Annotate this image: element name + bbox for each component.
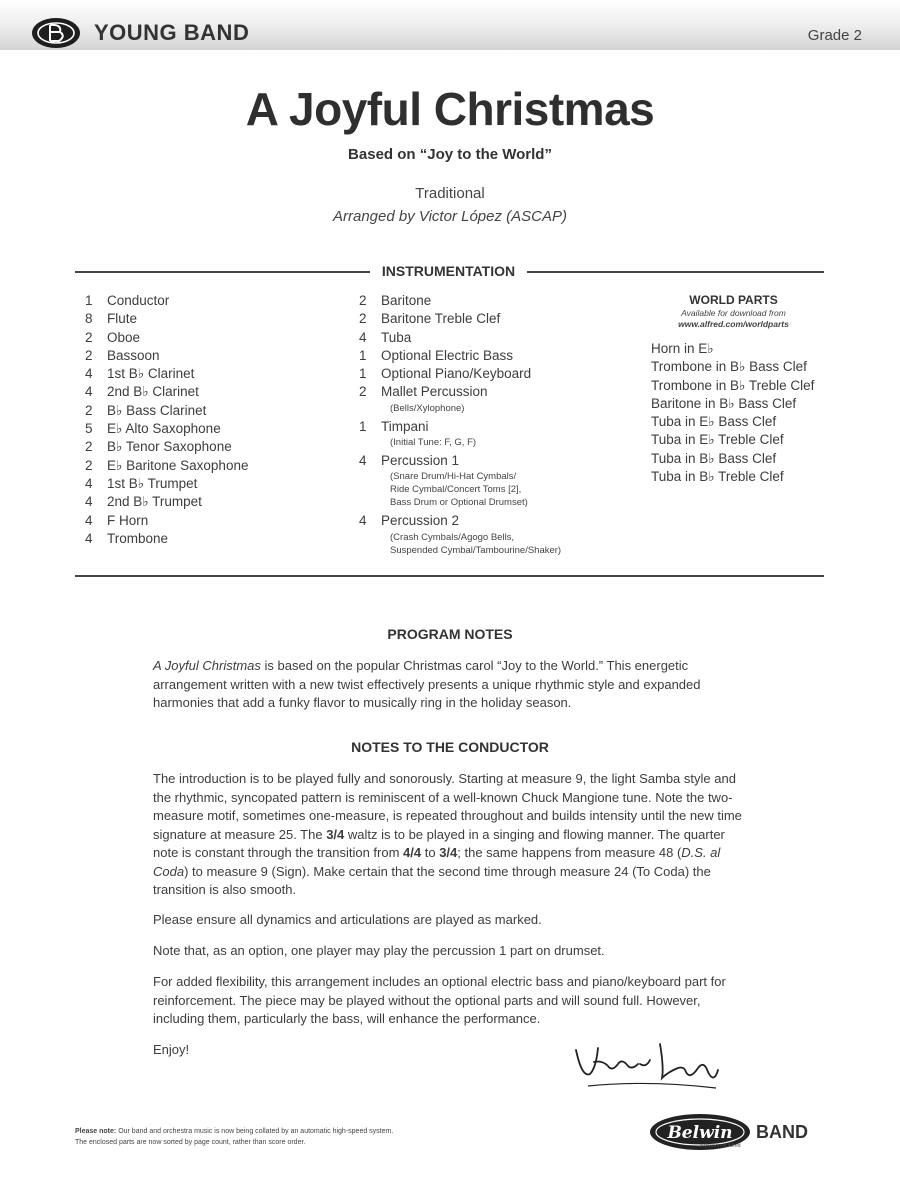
text-run: ) to measure 9 (Sign). Make certain that the second time through measure 24 (To Coda) the transition is also smooth. xyxy=(153,863,711,897)
part-name: E♭ Alto Saxophone xyxy=(107,421,221,437)
world-part-item: Tuba in B♭ Bass Clef xyxy=(651,450,777,466)
part-count: 1 xyxy=(359,366,367,382)
part-count: 2 xyxy=(359,311,367,327)
world-parts xyxy=(651,292,831,486)
footnote-text: Our band and orchestra music is now being collated by an automatic high-speed system. xyxy=(116,1128,394,1135)
part-name: F Horn xyxy=(107,512,149,528)
divider xyxy=(75,575,824,577)
instrument-row xyxy=(85,347,325,365)
footnote-line-1 xyxy=(75,1126,393,1137)
time-signature: 3/4 xyxy=(326,826,345,842)
part-name: Percussion 1 xyxy=(381,453,460,469)
text-run: waltz is to be played in a singing and flowing manner. The quarter note is constant through the transition from xyxy=(153,826,725,860)
instrumentation-heading: INSTRUMENTATION xyxy=(381,263,516,279)
time-signature: 4/4 xyxy=(403,845,422,860)
part-detail: (Initial Tune: F, G, F) xyxy=(390,437,477,449)
footnote xyxy=(75,1126,393,1148)
divider xyxy=(75,271,370,273)
part-count: 4 xyxy=(359,329,367,345)
program-notes-body: is based on the popular Christmas carol “Joy to the World.” This energetic arrangement written with a new twist effectively presents a unique rhythmic style and expanded harmonies that add a funky flavor to musically ring in the holiday season. xyxy=(153,658,701,710)
part-count: 1 xyxy=(85,293,93,308)
part-count: 2 xyxy=(85,457,93,473)
series-label: YOUNG BAND xyxy=(94,20,250,45)
divider xyxy=(527,271,824,273)
instrument-row xyxy=(85,329,325,347)
instrument-row xyxy=(359,512,634,530)
part-count: 8 xyxy=(85,311,93,327)
part-detail: (Bells/Xylophone) xyxy=(390,402,465,414)
part-name: Timpani xyxy=(381,418,429,434)
world-part-item: Tuba in B♭ Treble Clef xyxy=(651,469,784,485)
part-name: Optional Electric Bass xyxy=(381,347,514,363)
belwin-tagline: a division of Alfred xyxy=(700,1143,741,1149)
part-name: Baritone xyxy=(381,293,432,308)
instrument-row xyxy=(85,438,325,456)
part-count: 2 xyxy=(85,329,93,345)
instrument-row xyxy=(85,475,325,493)
program-notes-text xyxy=(153,657,753,713)
footnote-line-2: The enclosed parts are now sorted by page count, rather than score order. xyxy=(75,1139,306,1146)
text-run: ; the same happens from measure 48 ( xyxy=(457,845,682,860)
instrument-row xyxy=(85,457,325,475)
part-name: 1st B♭ Trumpet xyxy=(107,475,198,491)
part-name: Percussion 2 xyxy=(381,513,460,529)
conductor-paragraph-1 xyxy=(153,770,753,900)
part-name: Conductor xyxy=(107,293,170,308)
arranger: Arranged by Victor López (ASCAP) xyxy=(332,208,567,225)
instrument-row xyxy=(359,452,634,470)
instrument-row xyxy=(85,365,325,383)
footnote-label: Please note: xyxy=(75,1128,117,1135)
world-part-item: Trombone in B♭ Bass Clef xyxy=(651,359,807,375)
instrument-row xyxy=(85,310,325,328)
world-part-item: Tuba in E♭ Bass Clef xyxy=(651,414,777,430)
world-part-item: Trombone in B♭ Treble Clef xyxy=(651,377,815,393)
world-parts-title: WORLD PARTS xyxy=(689,293,778,307)
part-detail: (Snare Drum/Hi-Hat Cymbals/ Ride Cymbal/Concert Toms [2], Bass Drum or Optional Drumset) xyxy=(390,471,528,509)
time-signature: 3/4 xyxy=(439,845,458,860)
text-run-italic: D.S. al Coda xyxy=(153,845,721,879)
instrument-row xyxy=(85,420,325,438)
part-count: 2 xyxy=(359,293,367,308)
part-count: 4 xyxy=(85,475,93,491)
part-name: B♭ Bass Clarinet xyxy=(107,402,207,418)
instrument-list-2 xyxy=(359,292,634,557)
part-count: 4 xyxy=(85,530,93,546)
piece-title-italic: A Joyful Christmas xyxy=(153,658,261,673)
instrument-row xyxy=(359,310,634,328)
instrument-row xyxy=(359,418,634,436)
part-name: 1st B♭ Clarinet xyxy=(107,366,195,382)
program-notes-heading: PROGRAM NOTES xyxy=(387,626,513,642)
instrument-row xyxy=(85,402,325,420)
conductor-paragraph-3: Note that, as an option, one player may play the percussion 1 part on drumset. xyxy=(153,943,605,958)
grade-label: Grade 2 xyxy=(807,27,862,44)
part-count: 4 xyxy=(85,494,93,510)
part-detail: (Crash Cymbals/Agogo Bells, Suspended Cymbal/Tambourine/Shaker) xyxy=(390,531,562,556)
part-name: E♭ Baritone Saxophone xyxy=(107,457,249,473)
part-count: 2 xyxy=(85,347,93,363)
signature-image xyxy=(568,1038,728,1094)
part-count: 1 xyxy=(359,418,367,434)
part-count: 5 xyxy=(85,421,93,437)
world-part-item: Horn in E♭ xyxy=(651,341,714,356)
instrument-row xyxy=(85,512,325,530)
part-name: B♭ Tenor Saxophone xyxy=(107,439,232,455)
part-name: 2nd B♭ Clarinet xyxy=(107,384,199,400)
instrument-row xyxy=(359,383,634,401)
part-name: Oboe xyxy=(107,329,141,345)
world-part-item: Tuba in E♭ Treble Clef xyxy=(651,432,784,448)
part-count: 2 xyxy=(359,384,367,400)
conductor-paragraph-5: Enjoy! xyxy=(153,1042,190,1057)
instrument-row xyxy=(359,329,634,347)
subtitle: Based on “Joy to the World” xyxy=(348,146,552,163)
text-run: The introduction is to be played fully and sonorously. Starting at measure 9, the light Samba style and the rhythmic, syncopated pattern is reminiscent of a well-known Chuck Mangione tune. Note the two-measure motif, sometimes one-measure, is repeated throughout and builds intensity until the new time signature at measure 25. The xyxy=(153,771,742,842)
page-title: A Joyful Christmas xyxy=(245,83,655,135)
part-count: 1 xyxy=(359,347,367,363)
world-part-item: Baritone in B♭ Bass Clef xyxy=(651,395,797,411)
part-name: Flute xyxy=(107,311,138,327)
instrument-list-1 xyxy=(85,292,325,548)
instrument-row xyxy=(85,383,325,401)
text-run: to xyxy=(421,845,440,860)
young-band-logo xyxy=(30,14,82,52)
conductor-paragraph-2: Please ensure all dynamics and articulations are played as marked. xyxy=(153,912,542,927)
belwin-script: Belwin xyxy=(667,1123,733,1143)
part-count: 2 xyxy=(85,402,93,418)
part-name: Optional Piano/Keyboard xyxy=(381,366,532,382)
conductor-notes-heading: NOTES TO THE CONDUCTOR xyxy=(351,739,549,755)
part-count: 4 xyxy=(85,366,93,382)
conductor-paragraph-4: For added flexibility, this arrangement includes an optional electric bass and piano/keyboard part for reinforcement. The piece may be played without the optional parts and will sound full. However, including them, particularly the bass, will enhance the performance. xyxy=(153,974,726,1026)
part-count: 2 xyxy=(85,439,93,455)
instrument-row xyxy=(359,365,634,383)
part-name: Baritone Treble Clef xyxy=(381,311,501,327)
part-name: Trombone xyxy=(107,530,169,546)
part-count: 4 xyxy=(359,453,367,469)
instrument-row xyxy=(85,530,325,548)
world-parts-note: Available for download from xyxy=(681,308,786,318)
world-parts-url[interactable]: www.alfred.com/worldparts xyxy=(678,319,789,329)
instrument-row xyxy=(85,493,325,511)
part-count: 4 xyxy=(359,513,367,529)
belwin-band-word: BAND xyxy=(756,1122,808,1142)
instrument-row xyxy=(359,292,634,310)
part-name: 2nd B♭ Trumpet xyxy=(107,494,202,510)
part-name: Tuba xyxy=(381,329,412,345)
instrument-row xyxy=(85,292,325,310)
part-name: Mallet Percussion xyxy=(381,384,488,400)
part-count: 4 xyxy=(85,512,93,528)
instrument-row xyxy=(359,347,634,365)
composer: Traditional xyxy=(415,185,485,202)
part-count: 4 xyxy=(85,384,93,400)
part-name: Bassoon xyxy=(107,347,160,363)
